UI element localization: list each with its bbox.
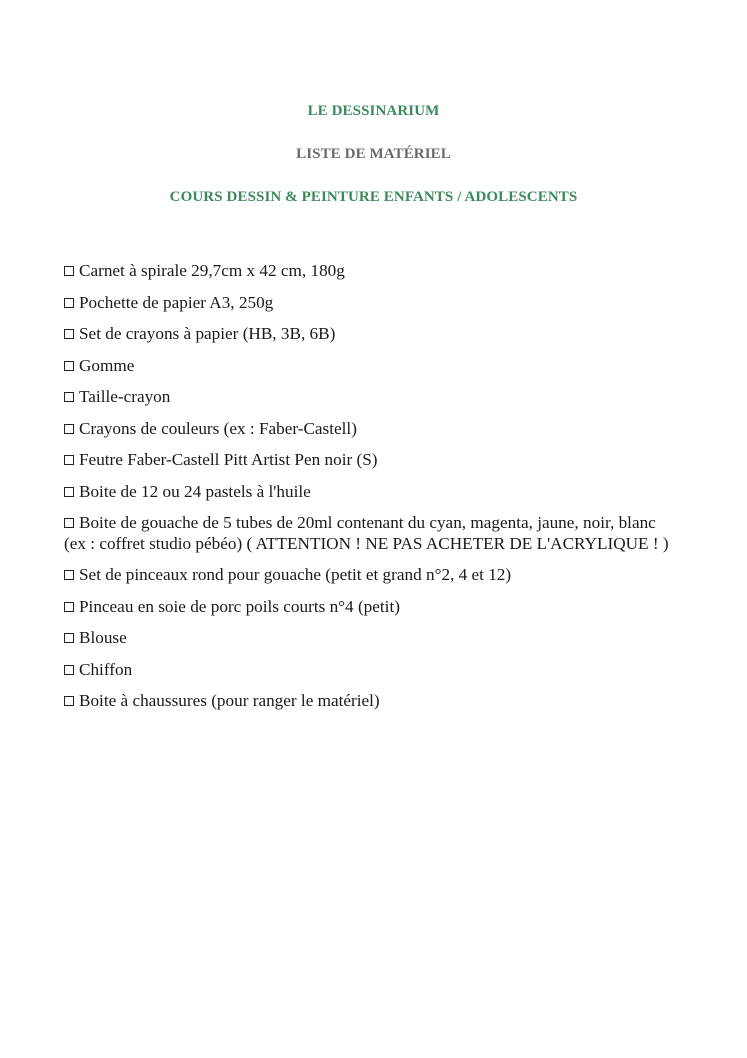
item-text: Boite à chaussures (pour ranger le matériel)	[79, 691, 380, 710]
checkbox-icon	[64, 329, 74, 339]
list-item	[64, 293, 674, 314]
item-text: Boite de gouache de 5 tubes de 20ml contenant du cyan, magenta, jaune, noir, blanc (ex : coffret studio pébéo) ( ATTENTION ! NE PAS ACHETER DE L'ACRYLIQUE ! )	[64, 513, 669, 553]
list-item	[64, 387, 674, 408]
item-text: Gomme	[79, 355, 135, 375]
checkbox-icon	[64, 633, 74, 643]
list-title: LISTE DE MATÉRIEL	[296, 146, 451, 162]
list-item	[64, 450, 674, 471]
checkbox-icon	[64, 361, 74, 371]
checkbox-icon	[64, 570, 74, 580]
list-item	[64, 660, 674, 681]
item-text: Set de crayons à papier (HB, 3B, 6B)	[79, 324, 336, 343]
item-text: Chiffon	[79, 659, 133, 679]
list-item	[64, 356, 674, 377]
checkbox-icon	[64, 298, 74, 308]
list-item	[64, 324, 674, 345]
checkbox-icon	[64, 602, 74, 612]
list-item	[64, 419, 674, 440]
list-item	[64, 261, 674, 282]
checkbox-icon	[64, 487, 74, 497]
checkbox-icon	[64, 518, 74, 528]
item-text: Taille-crayon	[79, 387, 171, 406]
course-title: COURS DESSIN & PEINTURE ENFANTS / ADOLESCENTS	[169, 189, 578, 205]
list-item	[64, 691, 674, 712]
checkbox-icon	[64, 665, 74, 675]
list-item	[64, 597, 674, 618]
item-text: Feutre Faber-Castell Pitt Artist Pen noir (S)	[79, 450, 378, 469]
item-text: Pochette de papier A3, 250g	[79, 292, 274, 312]
item-text: Carnet à spirale 29,7cm x 42 cm, 180g	[79, 261, 345, 280]
item-text: Blouse	[79, 628, 127, 647]
brand-title: LE DESSINARIUM	[307, 103, 440, 119]
checkbox-icon	[64, 424, 74, 434]
checkbox-icon	[64, 392, 74, 402]
list-item	[64, 482, 674, 503]
material-list	[64, 261, 674, 723]
checkbox-icon	[64, 266, 74, 276]
item-text: Pinceau en soie de porc poils courts n°4 (petit)	[79, 596, 400, 616]
item-text: Set de pinceaux rond pour gouache (petit et grand n°2, 4 et 12)	[79, 565, 512, 584]
item-text: Boite de 12 ou 24 pastels à l'huile	[79, 481, 311, 501]
list-item	[64, 513, 674, 554]
checkbox-icon	[64, 455, 74, 465]
list-item	[64, 565, 674, 586]
checkbox-icon	[64, 696, 74, 706]
item-text: Crayons de couleurs (ex : Faber-Castell)	[79, 418, 357, 438]
list-item	[64, 628, 674, 649]
